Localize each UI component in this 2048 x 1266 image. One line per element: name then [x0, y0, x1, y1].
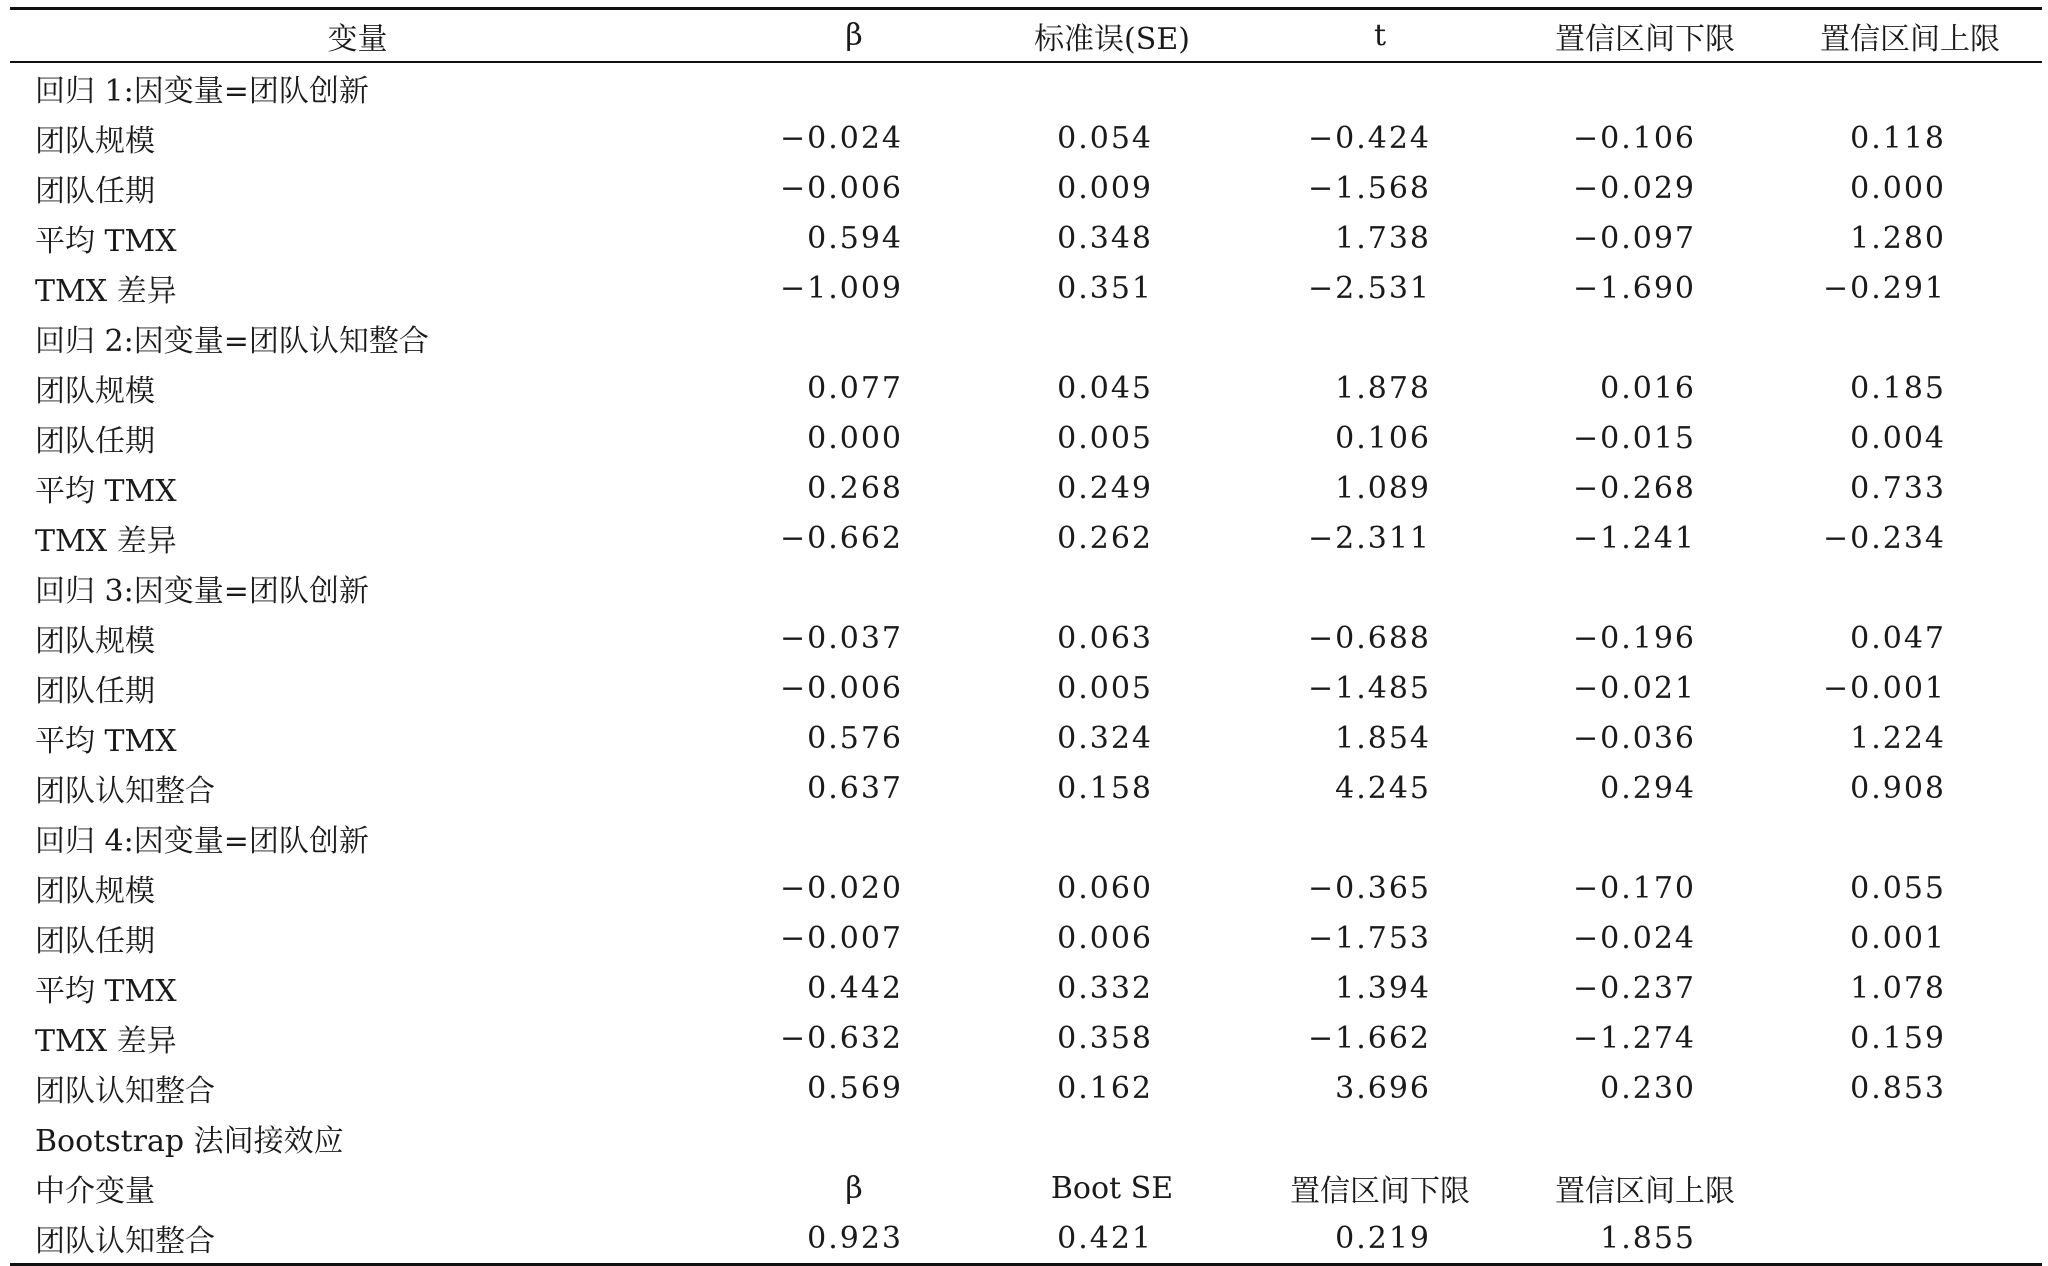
row-variable-label: 团队规模: [35, 374, 155, 409]
value-cell: −0.106: [1572, 120, 1696, 156]
table-row: [10, 513, 2042, 563]
section-title: 回归 2:因变量=团队认知整合: [35, 324, 429, 359]
value-cell: −1.485: [1307, 670, 1431, 706]
value-cell: 0.162: [1057, 1070, 1153, 1106]
value-cell: −0.006: [779, 170, 903, 206]
table-row: [10, 413, 2042, 463]
header-standard-error: 标准误(SE): [1034, 21, 1190, 57]
value-cell: 0.005: [1057, 420, 1153, 456]
value-cell: −1.274: [1572, 1020, 1696, 1056]
table-row: [10, 463, 2042, 513]
value-cell: 0.733: [1850, 470, 1946, 506]
value-cell: 1.738: [1335, 220, 1431, 256]
value-cell: 0.016: [1600, 370, 1696, 406]
value-cell: 0.063: [1057, 620, 1153, 656]
bootstrap-value-cell: 0.219: [1335, 1220, 1431, 1256]
value-cell: 1.394: [1335, 970, 1431, 1006]
section-title-row: [10, 313, 2042, 363]
value-cell: −0.024: [1572, 920, 1696, 956]
value-cell: 1.878: [1335, 370, 1431, 406]
value-cell: −2.311: [1307, 520, 1431, 556]
value-cell: −0.024: [779, 120, 903, 156]
value-cell: 0.853: [1850, 1070, 1946, 1106]
value-cell: 1.854: [1335, 720, 1431, 756]
table-row: [10, 863, 2042, 913]
bootstrap-header-cell: Boot SE: [1050, 1170, 1174, 1206]
value-cell: −0.234: [1822, 520, 1946, 556]
table-row: [10, 163, 2042, 213]
value-cell: −0.365: [1307, 870, 1431, 906]
value-cell: 0.348: [1057, 220, 1153, 256]
header-beta: β: [845, 18, 863, 53]
value-cell: 0.077: [807, 370, 903, 406]
table-row: [10, 963, 2042, 1013]
value-cell: −0.237: [1572, 970, 1696, 1006]
value-cell: −0.015: [1572, 420, 1696, 456]
row-variable-label: 平均 TMX: [35, 724, 177, 759]
table-row: [10, 763, 2042, 813]
value-cell: −0.268: [1572, 470, 1696, 506]
regression-results-table: [10, 7, 2042, 1266]
section-title-row: [10, 63, 2042, 113]
value-cell: 0.158: [1057, 770, 1153, 806]
value-cell: −1.662: [1307, 1020, 1431, 1056]
section-title: 回归 1:因变量=团队创新: [35, 74, 369, 109]
table-row: [10, 913, 2042, 963]
value-cell: −0.021: [1572, 670, 1696, 706]
value-cell: 0.332: [1057, 970, 1153, 1006]
value-cell: 0.118: [1850, 120, 1946, 156]
value-cell: 0.294: [1600, 770, 1696, 806]
table-body: [10, 63, 2042, 1263]
value-cell: 0.159: [1850, 1020, 1946, 1056]
value-cell: −0.020: [779, 870, 903, 906]
value-cell: −0.037: [779, 620, 903, 656]
row-variable-label: TMX 差异: [35, 274, 177, 309]
bootstrap-row-label: 团队认知整合: [35, 1224, 215, 1259]
value-cell: 0.005: [1057, 670, 1153, 706]
row-variable-label: 团队任期: [35, 174, 155, 209]
section-title-row: [10, 813, 2042, 863]
value-cell: 4.245: [1335, 770, 1431, 806]
value-cell: −0.632: [779, 1020, 903, 1056]
value-cell: −2.531: [1307, 270, 1431, 306]
value-cell: 0.004: [1850, 420, 1946, 456]
value-cell: 0.262: [1057, 520, 1153, 556]
bootstrap-title-row: [10, 1113, 2042, 1163]
value-cell: 0.055: [1850, 870, 1946, 906]
value-cell: −0.097: [1572, 220, 1696, 256]
row-variable-label: 团队任期: [35, 674, 155, 709]
value-cell: 0.637: [807, 770, 903, 806]
value-cell: −0.688: [1307, 620, 1431, 656]
table-row: [10, 263, 2042, 313]
row-variable-label: 团队规模: [35, 124, 155, 159]
row-variable-label: 团队规模: [35, 874, 155, 909]
row-variable-label: 团队认知整合: [35, 774, 215, 809]
bootstrap-value-cell: 0.923: [807, 1220, 903, 1256]
row-variable-label: TMX 差异: [35, 524, 177, 559]
table-row: [10, 213, 2042, 263]
value-cell: 0.569: [807, 1070, 903, 1106]
value-cell: −0.662: [779, 520, 903, 556]
value-cell: 0.000: [807, 420, 903, 456]
header-variable: 变量: [327, 21, 388, 57]
value-cell: −0.291: [1822, 270, 1946, 306]
value-cell: 1.280: [1850, 220, 1946, 256]
value-cell: 0.576: [807, 720, 903, 756]
value-cell: 0.000: [1850, 170, 1946, 206]
table-row: [10, 713, 2042, 763]
value-cell: −1.753: [1307, 920, 1431, 956]
header-t: t: [1373, 18, 1387, 53]
section-title-row: [10, 563, 2042, 613]
value-cell: 0.054: [1057, 120, 1153, 156]
bootstrap-header-row: [10, 1163, 2042, 1213]
row-variable-label: 团队任期: [35, 924, 155, 959]
value-cell: 0.045: [1057, 370, 1153, 406]
value-cell: 0.324: [1057, 720, 1153, 756]
value-cell: 0.001: [1850, 920, 1946, 956]
value-cell: 0.908: [1850, 770, 1946, 806]
value-cell: −1.241: [1572, 520, 1696, 556]
value-cell: 0.249: [1057, 470, 1153, 506]
value-cell: −0.036: [1572, 720, 1696, 756]
table-header-row: [10, 10, 2042, 61]
table-row: [10, 663, 2042, 713]
row-variable-label: 平均 TMX: [35, 974, 177, 1009]
table-row: [10, 113, 2042, 163]
value-cell: 0.047: [1850, 620, 1946, 656]
value-cell: −0.196: [1572, 620, 1696, 656]
value-cell: −1.009: [779, 270, 903, 306]
header-ci-upper: 置信区间上限: [1820, 21, 2000, 57]
bootstrap-header-mediator: 中介变量: [35, 1174, 155, 1209]
row-variable-label: 平均 TMX: [35, 224, 177, 259]
bootstrap-value-cell: 0.421: [1057, 1220, 1153, 1256]
bootstrap-title: Bootstrap 法间接效应: [35, 1124, 344, 1159]
value-cell: −0.007: [779, 920, 903, 956]
value-cell: 0.594: [807, 220, 903, 256]
table-row: [10, 613, 2042, 663]
value-cell: −0.170: [1572, 870, 1696, 906]
value-cell: 0.185: [1850, 370, 1946, 406]
value-cell: 0.268: [807, 470, 903, 506]
value-cell: −0.001: [1822, 670, 1946, 706]
value-cell: 0.442: [807, 970, 903, 1006]
row-variable-label: 团队认知整合: [35, 1074, 215, 1109]
value-cell: 1.224: [1850, 720, 1946, 756]
value-cell: 0.060: [1057, 870, 1153, 906]
bootstrap-header-cell: 置信区间下限: [1290, 1174, 1470, 1209]
value-cell: −0.029: [1572, 170, 1696, 206]
bootstrap-header-cell: β: [845, 1170, 863, 1206]
value-cell: −0.006: [779, 670, 903, 706]
section-title: 回归 3:因变量=团队创新: [35, 574, 369, 609]
bootstrap-value-cell: 1.855: [1600, 1220, 1696, 1256]
value-cell: 0.006: [1057, 920, 1153, 956]
value-cell: 3.696: [1335, 1070, 1431, 1106]
table-row: [10, 1063, 2042, 1113]
value-cell: 0.230: [1600, 1070, 1696, 1106]
value-cell: −1.568: [1307, 170, 1431, 206]
value-cell: 0.358: [1057, 1020, 1153, 1056]
section-title: 回归 4:因变量=团队创新: [35, 824, 369, 859]
value-cell: 0.009: [1057, 170, 1153, 206]
value-cell: 0.351: [1057, 270, 1153, 306]
bootstrap-data-row: [10, 1213, 2042, 1263]
table-row: [10, 1013, 2042, 1063]
value-cell: −0.424: [1307, 120, 1431, 156]
row-variable-label: 团队规模: [35, 624, 155, 659]
value-cell: −1.690: [1572, 270, 1696, 306]
bootstrap-header-cell: 置信区间上限: [1555, 1174, 1735, 1209]
table-row: [10, 363, 2042, 413]
row-variable-label: 平均 TMX: [35, 474, 177, 509]
header-ci-lower: 置信区间下限: [1555, 21, 1735, 57]
row-variable-label: 团队任期: [35, 424, 155, 459]
value-cell: 1.078: [1850, 970, 1946, 1006]
value-cell: 0.106: [1335, 420, 1431, 456]
row-variable-label: TMX 差异: [35, 1024, 177, 1059]
value-cell: 1.089: [1335, 470, 1431, 506]
